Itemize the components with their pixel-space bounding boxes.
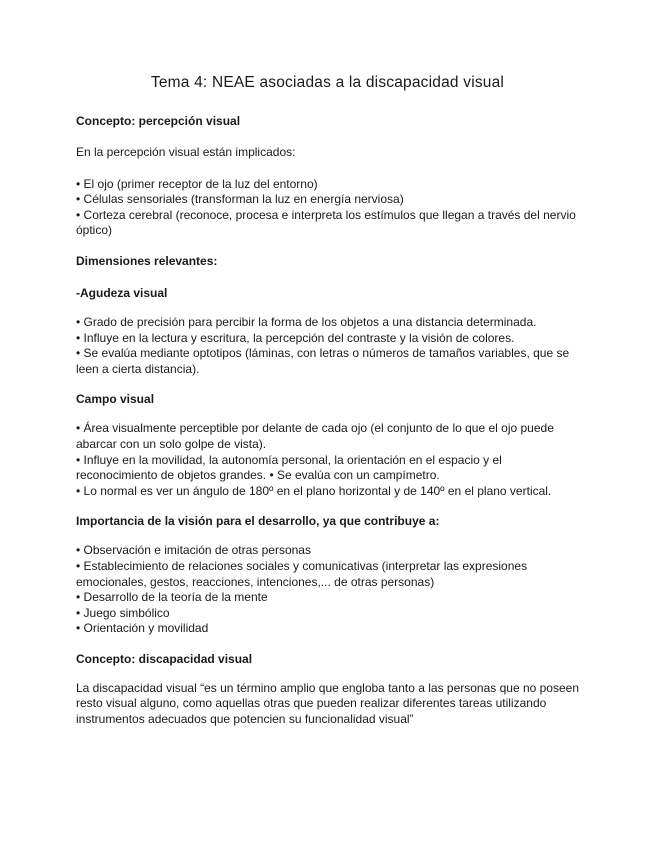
perception-list	[76, 177, 586, 239]
dimensions-heading: Dimensiones relevantes:	[76, 253, 218, 268]
acuity-list	[76, 315, 586, 377]
list-item: • Corteza cerebral (reconoce, procesa e interpreta los estímulos que llegan a través del nervio óptico)	[76, 207, 576, 238]
list-item: • Observación e imitación de otras personas	[76, 543, 311, 558]
importance-list	[76, 543, 586, 637]
field-heading: Campo visual	[76, 392, 155, 407]
disability-heading: Concepto: discapacidad visual	[76, 651, 253, 666]
list-item: • Establecimiento de relaciones sociales y comunicativas (interpretar las expresiones emocionales, gestos, reacciones, intenciones,... de otras personas)	[76, 558, 528, 589]
concept-heading: Concepto: percepción visual	[76, 114, 241, 128]
importance-heading: Importancia de la visión para el desarrollo, ya que contribuye a:	[76, 514, 440, 529]
list-item: • Se evalúa mediante optotipos (láminas, con letras o números de tamaños variables, que se leen a cierta distancia).	[76, 346, 570, 376]
list-item: • Influye en la movilidad, la autonomía personal, la orientación en el espacio y el reconocimiento de objetos grandes. • Se evalúa con un campímetro.	[76, 452, 502, 483]
field-list	[76, 421, 586, 499]
list-item: • Grado de precisión para percibir la forma de los objetos a una distancia determinada.	[76, 314, 537, 329]
list-item: • Desarrollo de la teoría de la mente	[76, 590, 268, 605]
document-body	[76, 113, 586, 728]
list-item: • El ojo (primer receptor de la luz del entorno)	[76, 176, 318, 191]
list-item: • Influye en la lectura y escritura, la percepción del contraste y la visión de colores.	[76, 330, 515, 345]
list-item: • Área visualmente perceptible por delante de cada ojo (el conjunto de lo que el ojo puede abarcar con un solo golpe de vista).	[76, 421, 554, 451]
disability-definition: La discapacidad visual “es un término amplio que engloba tanto a las personas que no poseen resto visual alguno, como aquellas otras que pueden realizar diferentes tareas utilizando instrumentos adecuados que potencien su funcionalidad visual”	[76, 680, 580, 727]
list-item: • Células sensoriales (transforman la luz en energía nerviosa)	[76, 192, 404, 207]
acuity-heading: -Agudeza visual	[76, 285, 168, 300]
page-title: Tema 4: NEAE asociadas a la discapacidad visual	[150, 74, 505, 91]
list-item: • Orientación y movilidad	[76, 621, 209, 636]
list-item: • Lo normal es ver un ángulo de 180º en el plano horizontal y de 140º en el plano vertical.	[76, 483, 552, 498]
perception-intro: En la percepción visual están implicados:	[76, 145, 296, 159]
list-item: • Juego simbólico	[76, 605, 170, 620]
